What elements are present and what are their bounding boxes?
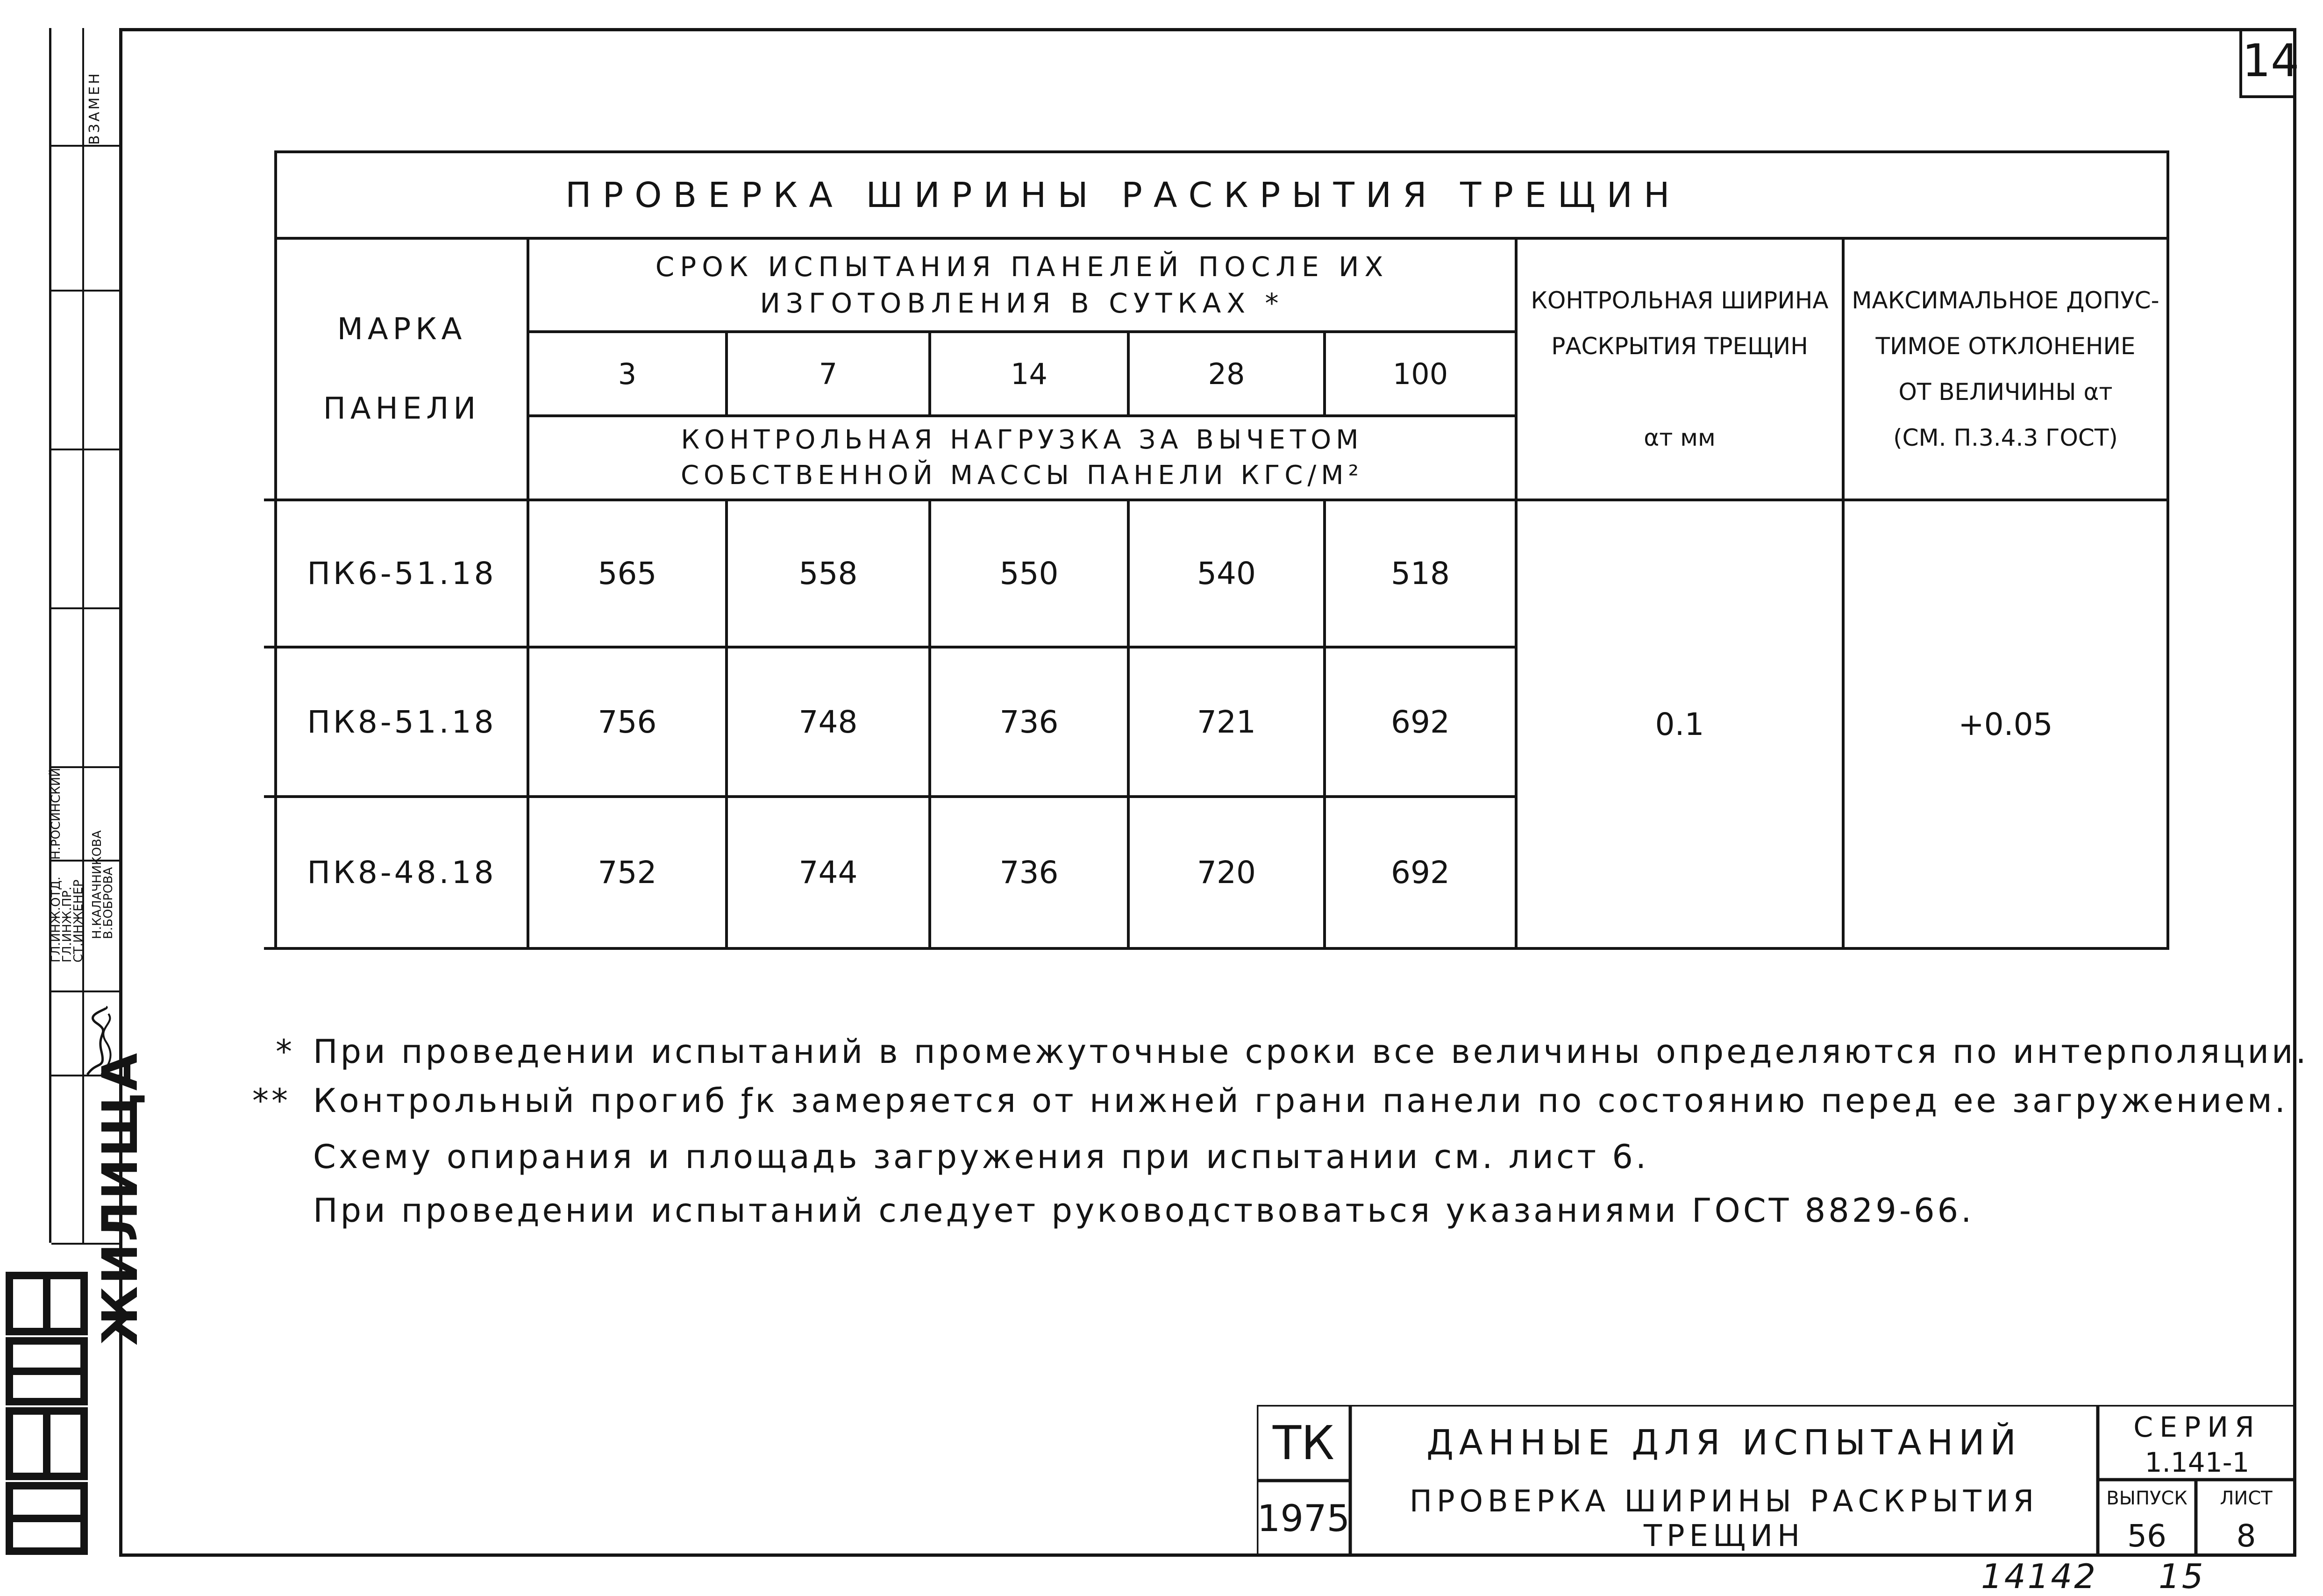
header-panel-mark: МАРКА ПАНЕЛИ xyxy=(323,312,481,426)
series-label: СЕРИЯ xyxy=(2133,1411,2261,1444)
load-value-cell: 550 xyxy=(999,556,1059,591)
issue-value: 56 xyxy=(2127,1518,2166,1554)
footnote-marker: * xyxy=(276,1033,295,1071)
load-value-cell: 558 xyxy=(798,556,858,591)
load-value-cell: 756 xyxy=(598,704,657,740)
load-value-cell: 744 xyxy=(798,855,858,891)
load-value-cell: 752 xyxy=(598,855,657,891)
load-value-cell: 721 xyxy=(1197,704,1256,740)
crack-width-table xyxy=(264,150,2180,953)
load-value-cell: 565 xyxy=(598,556,657,591)
archive-number: 14142 xyxy=(1981,1557,2098,1596)
panel-mark-cell: ПК8-48.18 xyxy=(307,855,497,891)
stamp-role: ГЛ.ИНЖ.ОТД. xyxy=(49,876,63,962)
header-control-width: КОНТРОЛЬНАЯ ШИРИНА РАСКРЫТИЯ ТРЕЩИН αт мм xyxy=(1531,287,1829,451)
load-value-cell: 692 xyxy=(1391,704,1450,740)
table-title: ПРОВЕРКА ШИРИНЫ РАСКРЫТИЯ ТРЕЩИН xyxy=(565,175,1681,215)
page-number: 14 xyxy=(2239,28,2296,98)
header-test-terms: СРОК ИСПЫТАНИЯ ПАНЕЛЕЙ ПОСЛЕ ИХ ИЗГОТОВЛЕНИЯ В СУТКАХ * xyxy=(655,251,1389,319)
issue-label: ВЫПУСК xyxy=(2106,1488,2188,1509)
title-line-2: ПРОВЕРКА ШИРИНЫ РАСКРЫТИЯ ТРЕЩИН xyxy=(1409,1484,2039,1553)
control-width-value: 0.1 xyxy=(1655,706,1704,742)
stamp-top-label: ВЗАМЕН xyxy=(86,71,103,145)
header-day: 100 xyxy=(1392,356,1448,391)
header-control-load: КОНТРОЛЬНАЯ НАГРУЗКА ЗА ВЫЧЕТОМ СОБСТВЕННОЙ МАССЫ ПАНЕЛИ КГС/М² xyxy=(680,425,1364,491)
panel-mark-cell: ПК8-51.18 xyxy=(307,704,497,740)
header-day: 7 xyxy=(819,356,838,391)
title-block xyxy=(1257,1405,2296,1557)
header-max-deviation: МАКСИМАЛЬНОЕ ДОПУС- ТИМОЕ ОТКЛОНЕНИЕ ОТ ВЕЛИЧИНЫ αт (СМ. П.3.4.3 ГОСТ) xyxy=(1852,287,2159,451)
load-value-cell: 692 xyxy=(1391,855,1450,891)
load-value-cell: 518 xyxy=(1391,556,1450,591)
document-year: 1975 xyxy=(1257,1497,1350,1540)
load-value-cell: 748 xyxy=(798,704,858,740)
footnote-text: Схему опирания и площадь загружения при испытании см. лист 6. xyxy=(313,1138,1649,1176)
stamp-name: Н.КАЛАЧНИКОВА xyxy=(90,830,104,939)
footnote-text: При проведении испытаний в промежуточные сроки все величины определяются по интерполяции. xyxy=(313,1033,2309,1071)
max-deviation-value: +0.05 xyxy=(1958,706,2053,742)
stamp-name: Н.РОСИНСКИЙ xyxy=(49,768,63,860)
document-code: ТК xyxy=(1272,1415,1335,1470)
load-value-cell: 720 xyxy=(1197,855,1256,891)
header-day: 3 xyxy=(618,356,637,391)
header-day: 28 xyxy=(1208,356,1245,391)
stamp-role: ГЛ.ИНЖ.ПР. xyxy=(60,886,74,962)
page-count-note: 15 xyxy=(2159,1557,2205,1596)
title-line-1: ДАННЫЕ ДЛЯ ИСПЫТАНИЙ xyxy=(1426,1423,2022,1463)
organization-name: ЖИЛИЩА xyxy=(92,1051,149,1346)
footnote-text: Контрольный прогиб ƒк замеряется от нижней грани панели по состоянию перед ее загружением. xyxy=(313,1082,2288,1120)
footnote-text: При проведении испытаний следует руководствоваться указаниями ГОСТ 8829-66. xyxy=(313,1191,1974,1230)
panel-mark-cell: ПК6-51.18 xyxy=(307,556,497,591)
sheet-value: 8 xyxy=(2236,1518,2256,1554)
stamp-column xyxy=(51,28,84,1243)
institute-logo-icon xyxy=(5,1271,98,1556)
load-value-cell: 736 xyxy=(999,855,1059,891)
stamp-name: В.БОБРОВА xyxy=(101,867,115,939)
load-value-cell: 540 xyxy=(1197,556,1256,591)
load-value-cell: 736 xyxy=(999,704,1059,740)
stamp-role: СТ.ИНЖЕНЕР xyxy=(71,879,86,962)
sheet-label: ЛИСТ xyxy=(2220,1488,2273,1509)
footnote-marker: ** xyxy=(252,1082,291,1120)
header-day: 14 xyxy=(1011,356,1047,391)
series-value: 1.141-1 xyxy=(2145,1446,2250,1478)
